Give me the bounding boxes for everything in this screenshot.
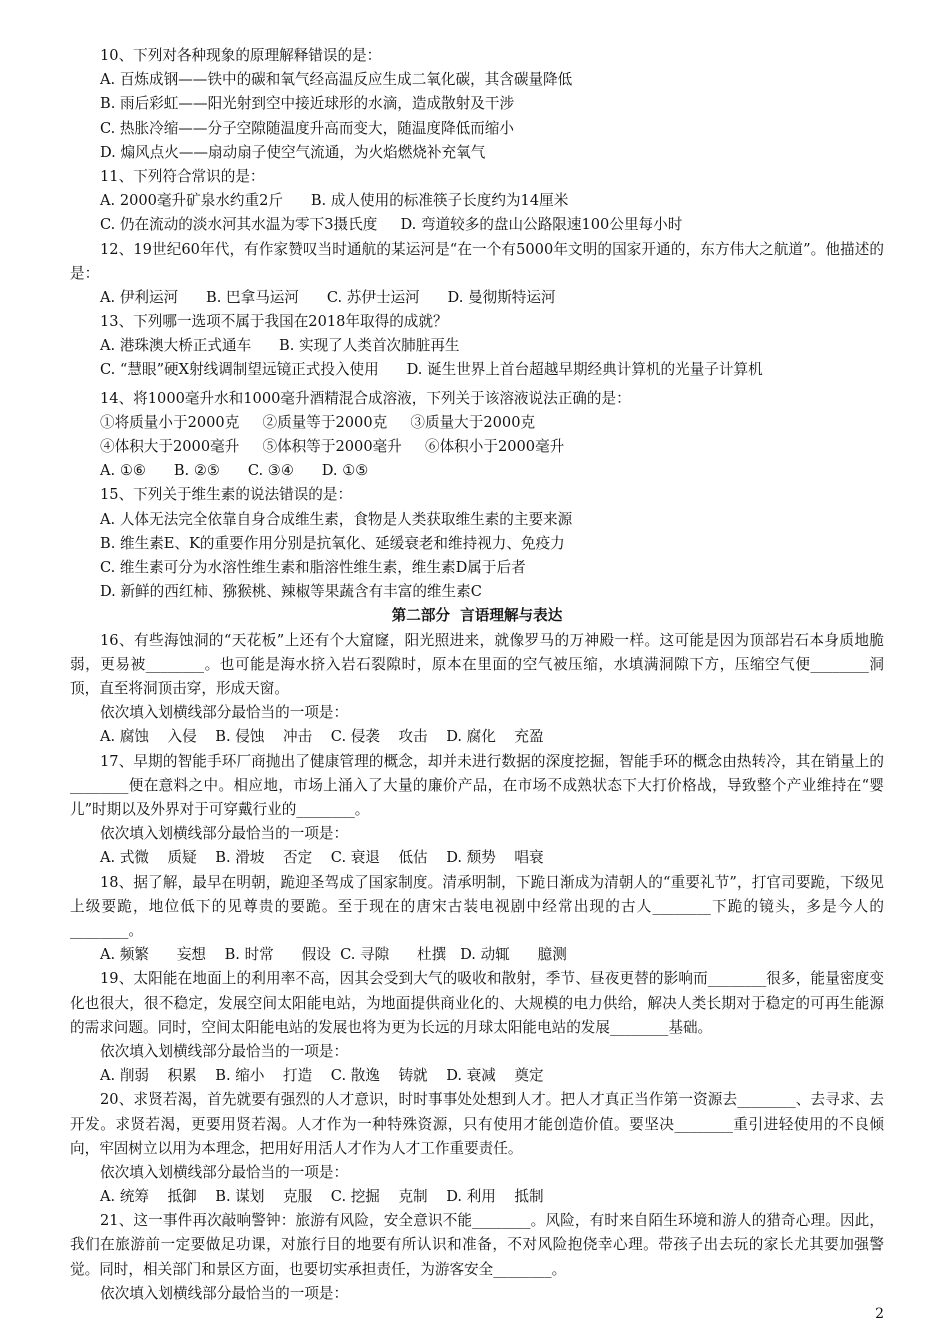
q19-stem: 19、太阳能在地面上的利用率不高，因其会受到大气的吸收和散射，季节、昼夜更替的影响而________很多，能量密度变化也很大，很不稳定，发展空间太阳能电站，为地面提供商业化的、大规模的电力供给，解决人类长期对于稳定的可再生能源的需求问题。同时，空间太阳能电站的发展也将为更为长远的月球太阳能电站的发展________基础。 — [70, 970, 884, 1036]
q10-option-b: B. 雨后彩虹——阳光射到空中接近球形的水滴，造成散射及干涉 — [100, 95, 515, 113]
q18-stem: 18、据了解，最早在明朝，跪迎圣驾成了国家制度。清承明制，下跪日渐成为清朝人的“重要礼节”，打官司要跪，下级见上级要跪，地位低下的见尊贵的要跪。至于现在的唐宋古装电视剧中经常出现的古人________下跪的镜头，多是今人的________。 — [70, 873, 884, 939]
q10-stem: 10、下列对各种现象的原理解释错误的是： — [100, 47, 382, 64]
q14-stem: 14、将1000毫升水和1000毫升酒精混合成溶液，下列关于该溶液说法正确的是： — [100, 389, 631, 407]
q14-statements-2: ④体积大于2000毫升 ⑤体积等于2000毫升 ⑥体积小于2000毫升 — [100, 438, 565, 456]
q10-option-c: C. 热胀冷缩——分子空隙随温度升高而变大，随温度降低而缩小 — [100, 119, 514, 137]
q11-options-cd: C. 仍在流动的淡水河其水温为零下3摄氏度 D. 弯道较多的盘山公路限速100公里每小时 — [100, 216, 683, 234]
q19-prompt: 依次填入划横线部分最恰当的一项是： — [100, 1042, 349, 1060]
q15-option-d: D. 新鲜的西红柿、猕猴桃、辣椒等果蔬含有丰富的维生素C — [100, 583, 482, 601]
q17-options: A. 式微 质疑 B. 滑坡 否定 C. 衰退 低估 D. 颓势 唱衰 — [100, 849, 544, 867]
q12-options: A. 伊利运河 B. 巴拿马运河 C. 苏伊士运河 D. 曼彻斯特运河 — [100, 288, 556, 306]
q21-stem: 21、这一事件再次敲响警钟：旅游有风险，安全意识不能________。风险，有时来自陌生环境和游人的猎奇心理。因此，我们在旅游前一定要做足功课，对旅行目的地要有所认识和准备，不对风险抱侥幸心理。带孩子出去玩的家长尤其要加强警觉。同时，相关部门和景区方面，也要切实承担责任，为游客安全________。 — [70, 1212, 884, 1278]
exam-page — [70, 44, 884, 1306]
q20-prompt: 依次填入划横线部分最恰当的一项是： — [100, 1163, 349, 1181]
q16-stem: 16、有些海蚀洞的“天花板”上还有个大窟窿，阳光照进来，就像罗马的万神殿一样。这可能是因为顶部岩石本身质地脆弱，更易被________。也可能是海水挤入岩石裂隙时，原本在里面的空气被压缩，水填满洞隙下方，压缩空气便________洞顶，直至将洞顶击穿，形成天窗。 — [70, 631, 884, 697]
q14-statements-1: ①将质量小于2000克 ②质量等于2000克 ③质量大于2000克 — [100, 413, 536, 431]
q17-prompt: 依次填入划横线部分最恰当的一项是： — [100, 825, 349, 843]
page-number: 2 — [875, 1306, 884, 1322]
q13-options-ab: A. 港珠澳大桥正式通车 B. 实现了人类首次肺脏再生 — [100, 337, 460, 355]
q14-options: A. ①⑥ B. ②⑤ C. ③④ D. ①⑤ — [100, 462, 369, 480]
q15-option-b: B. 维生素E、K的重要作用分别是抗氧化、延缓衰老和维持视力、免疫力 — [100, 534, 565, 552]
q10-option-a: A. 百炼成钢——铁中的碳和氧气经高温反应生成二氧化碳，其含碳量降低 — [100, 71, 573, 89]
q15-option-c: C. 维生素可分为水溶性维生素和脂溶性维生素，维生素D属于后者 — [100, 558, 526, 576]
q11-stem: 11、下列符合常识的是： — [100, 167, 265, 185]
q13-options-cd: C. “慧眼”硬X射线调制望远镜正式投入使用 D. 诞生世界上首台超越早期经典计算机的光量子计算机 — [100, 361, 763, 379]
q19-options: A. 削弱 积累 B. 缩小 打造 C. 散逸 铸就 D. 衰减 奠定 — [100, 1067, 544, 1085]
q17-stem: 17、早期的智能手环厂商抛出了健康管理的概念，却并未进行数据的深度挖掘，智能手环的概念由热转冷，其在销量上的________便在意料之中。相应地，市场上涌入了大量的廉价产品，在市场不成熟状态下大打价格战，导致整个产业维持在“婴儿”时期以及外界对于可穿戴行业的________。 — [70, 752, 884, 818]
q16-prompt: 依次填入划横线部分最恰当的一项是： — [100, 704, 349, 722]
q21-prompt: 依次填入划横线部分最恰当的一项是： — [100, 1284, 349, 1302]
q18-options: A. 频繁 妄想 B. 时常 假设 C. 寻隙 杜撰 D. 动辄 臆测 — [100, 946, 567, 964]
q10-option-d: D. 煽风点火——扇动扇子使空气流通，为火焰燃烧补充氧气 — [100, 143, 486, 161]
q11-options-ab: A. 2000毫升矿泉水约重2斤 B. 成人使用的标准筷子长度约为14厘米 — [100, 192, 569, 210]
q20-stem: 20、求贤若渴，首先就要有强烈的人才意识，时时事事处处想到人才。把人才真正当作第一资源去________、去寻求、去开发。求贤若渴，更要用贤若渴。人才作为一种特殊资源，只有使用才能创造价值。要坚决________重引进轻使用的不良倾向，牢固树立以用为本理念，把用好用活人才作为人才工作重要责任。 — [70, 1091, 884, 1157]
q12-stem: 12、19世纪60年代，有作家赞叹当时通航的某运河是“在一个有5000年文明的国家开通的，东方伟大之航道”。他描述的是： — [70, 240, 884, 282]
q20-options: A. 统筹 抵御 B. 谋划 克服 C. 挖掘 克制 D. 利用 抵制 — [100, 1188, 544, 1206]
q16-options: A. 腐蚀 入侵 B. 侵蚀 冲击 C. 侵袭 攻击 D. 腐化 充盈 — [100, 728, 544, 746]
q15-option-a: A. 人体无法完全依靠自身合成维生素，食物是人类获取维生素的主要来源 — [100, 510, 573, 528]
section-title: 第二部分 言语理解与表达 — [391, 607, 563, 625]
q15-stem: 15、下列关于维生素的说法错误的是： — [100, 486, 353, 504]
q13-stem: 13、下列哪一选项不属于我国在2018年取得的成就？ — [100, 313, 448, 331]
